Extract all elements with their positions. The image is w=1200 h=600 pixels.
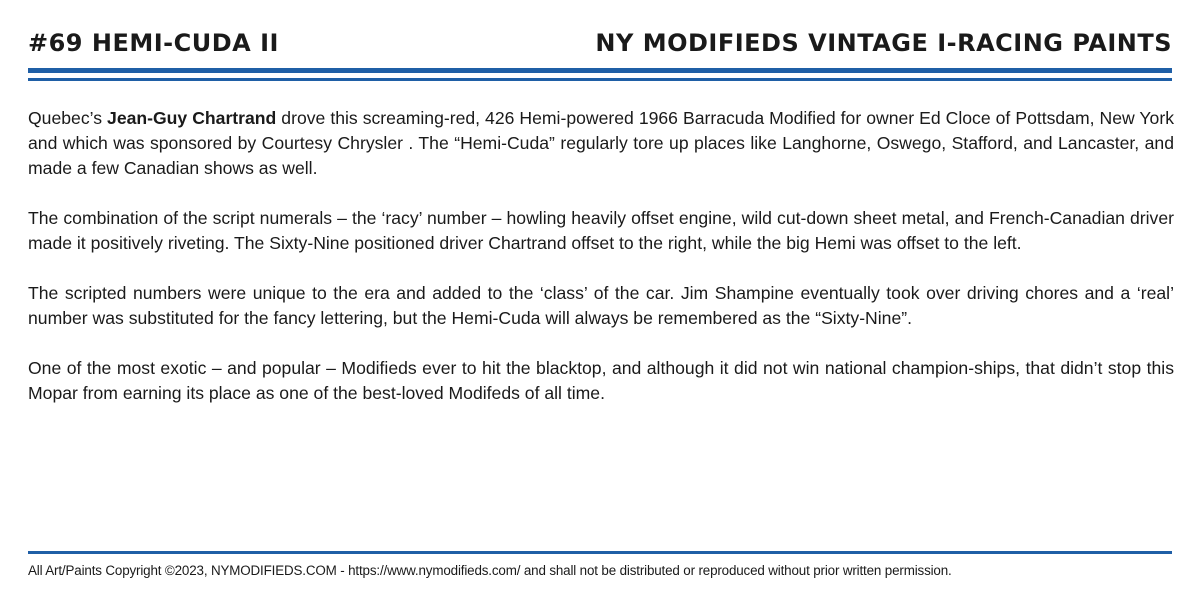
- paragraph-1-lead: Quebec’s: [28, 108, 108, 128]
- article-body: [28, 106, 1174, 431]
- page-header: [28, 26, 1172, 60]
- footer-rule: [28, 551, 1172, 554]
- paragraph-2: The combination of the script numerals – the ‘racy’ number – howling heavily offset engine, wild cut-down sheet metal, and French-Canadian driver made it positively riveting. The Sixty-Nine positioned driver Chartrand offset to the right, while the big Hemi was offset to the left.: [28, 208, 1174, 253]
- header-rule-thin: [28, 78, 1172, 81]
- paragraph-3: The scripted numbers were unique to the era and added to the ‘class’ of the car. Jim Shampine eventually took over driving chores and a ‘real’ number was substituted for the fancy lettering, but the Hemi-Cuda will always be remembered as the “Sixty-Nine”.: [28, 283, 1174, 328]
- driver-name: Jean-Guy Chartrand: [107, 108, 277, 128]
- paragraph-1-rest: drove this screaming-red, 426 Hemi-powered 1966 Barracuda Modified for owner Ed Cloce of Pottsdam, New York and which was sponsored by Courtesy Chrysler . The “Hemi-Cuda” regularly tore up places like Langhorne, Oswego, Stafford, and Lancaster, and made a few Canadian shows as well.: [28, 108, 1174, 178]
- paragraph-4: One of the most exotic – and popular – Modifieds ever to hit the blacktop, and although it did not win national champion-ships, that didn’t stop this Mopar from earning its place as one of the best-loved Modifeds of all time.: [28, 358, 1174, 403]
- series-title: NY MODIFIEDS VINTAGE I-RACING PAINTS: [595, 29, 1172, 57]
- paragraph-1: [28, 106, 1174, 181]
- header-rule-thick: [28, 68, 1172, 73]
- copyright-notice: All Art/Paints Copyright ©2023, NYMODIFIEDS.COM - https://www.nymodifieds.com/ and shall not be distributed or reproduced without prior written permission.: [28, 563, 952, 578]
- paint-title: #69 HEMI-CUDA II: [28, 29, 279, 57]
